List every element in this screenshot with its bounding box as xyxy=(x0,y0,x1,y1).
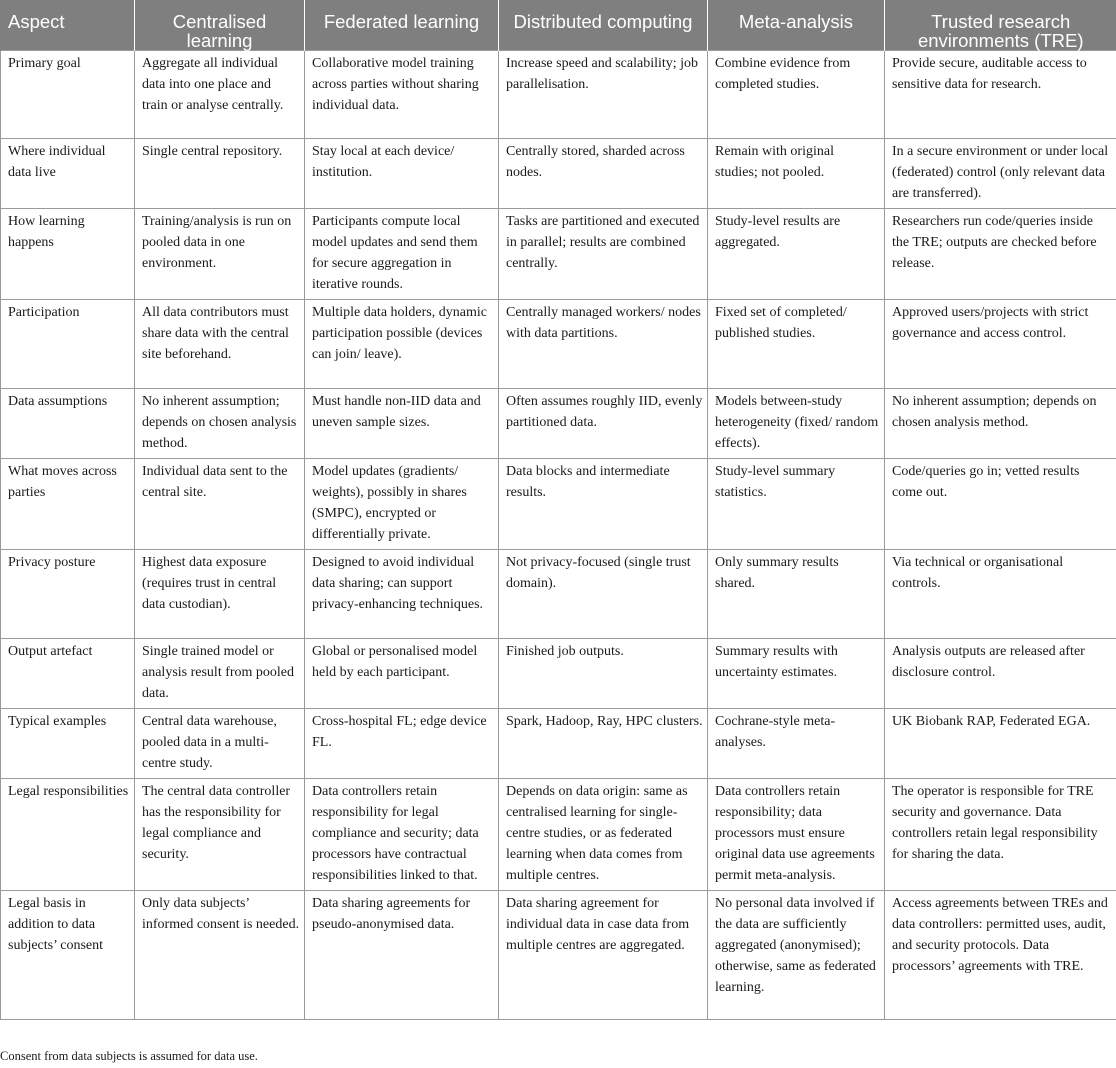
header-cell: Centralised learning xyxy=(135,0,305,51)
table-cell: Code/queries go in; vetted results come out. xyxy=(885,459,1116,550)
table-cell: Remain with original studies; not pooled. xyxy=(708,139,885,209)
table-cell: UK Biobank RAP, Federated EGA. xyxy=(885,709,1116,779)
table-cell: Only data subjects’ informed consent is needed. xyxy=(135,891,305,1020)
table-cell: Not privacy-focused (single trust domain). xyxy=(499,550,708,639)
table-cell: Data sharing agreements for pseudo-anonymised data. xyxy=(305,891,499,1020)
table-cell: Aggregate all individual data into one place and train or analyse centrally. xyxy=(135,51,305,139)
table-header xyxy=(1,0,1116,51)
table-cell: Cross-hospital FL; edge device FL. xyxy=(305,709,499,779)
table-row xyxy=(1,891,1116,1020)
table-cell: Researchers run code/queries inside the TRE; outputs are checked before release. xyxy=(885,209,1116,300)
table-cell: Global or personalised model held by each participant. xyxy=(305,639,499,709)
aspect-cell: Data assumptions xyxy=(1,389,135,459)
table-cell: Finished job outputs. xyxy=(499,639,708,709)
table-cell: Individual data sent to the central site. xyxy=(135,459,305,550)
table-cell: Stay local at each device/ institution. xyxy=(305,139,499,209)
table-cell: Centrally stored, sharded across nodes. xyxy=(499,139,708,209)
table-cell: Increase speed and scalability; job parallelisation. xyxy=(499,51,708,139)
table-cell: Spark, Hadoop, Ray, HPC clusters. xyxy=(499,709,708,779)
table-cell: In a secure environment or under local (federated) control (only relevant data are transferred). xyxy=(885,139,1116,209)
header-cell: Meta-analysis xyxy=(708,0,885,51)
table-cell: No personal data involved if the data are sufficiently aggregated (anonymised); otherwise, same as federated learning. xyxy=(708,891,885,1020)
table-cell: Centrally managed workers/ nodes with data partitions. xyxy=(499,300,708,389)
header-cell: Aspect xyxy=(1,0,135,51)
aspect-cell: Primary goal xyxy=(1,51,135,139)
table-cell: Single trained model or analysis result from pooled data. xyxy=(135,639,305,709)
aspect-cell: Where individual data live xyxy=(1,139,135,209)
table-cell: Study-level summary statistics. xyxy=(708,459,885,550)
table-row xyxy=(1,639,1116,709)
table-cell: Training/analysis is run on pooled data in one environment. xyxy=(135,209,305,300)
table-cell: All data contributors must share data with the central site beforehand. xyxy=(135,300,305,389)
header-cell: Trusted research environments (TRE) xyxy=(885,0,1116,51)
table-row xyxy=(1,51,1116,139)
table-row xyxy=(1,550,1116,639)
header-cell: Federated learning xyxy=(305,0,499,51)
table-cell: Data blocks and intermediate results. xyxy=(499,459,708,550)
aspect-cell: Output artefact xyxy=(1,639,135,709)
aspect-cell: What moves across parties xyxy=(1,459,135,550)
table-cell: Approved users/projects with strict governance and access control. xyxy=(885,300,1116,389)
header-row xyxy=(1,0,1116,51)
table-row xyxy=(1,389,1116,459)
table-cell: Depends on data origin: same as centralised learning for single-centre studies, or as federated learning when data comes from multiple centres. xyxy=(499,779,708,891)
table-cell: Access agreements between TREs and data controllers: permitted uses, audit, and security protocols. Data processors’ agreements with TRE. xyxy=(885,891,1116,1020)
table-cell: The central data controller has the responsibility for legal compliance and security. xyxy=(135,779,305,891)
table-row xyxy=(1,300,1116,389)
table-cell: Collaborative model training across parties without sharing individual data. xyxy=(305,51,499,139)
table-cell: Analysis outputs are released after disclosure control. xyxy=(885,639,1116,709)
aspect-cell: Legal responsibilities xyxy=(1,779,135,891)
table-cell: Central data warehouse, pooled data in a multi-centre study. xyxy=(135,709,305,779)
table-cell: Participants compute local model updates and send them for secure aggregation in iterative rounds. xyxy=(305,209,499,300)
aspect-cell: Typical examples xyxy=(1,709,135,779)
table-cell: Fixed set of completed/ published studies. xyxy=(708,300,885,389)
table-cell: Data controllers retain responsibility; data processors must ensure original data use agreements permit meta-analysis. xyxy=(708,779,885,891)
header-cell: Distributed computing xyxy=(499,0,708,51)
table-cell: Combine evidence from completed studies. xyxy=(708,51,885,139)
table-cell: Models between-study heterogeneity (fixed/ random effects). xyxy=(708,389,885,459)
table-cell: Must handle non-IID data and uneven sample sizes. xyxy=(305,389,499,459)
table-cell: Designed to avoid individual data sharing; can support privacy-enhancing techniques. xyxy=(305,550,499,639)
table-cell: Tasks are partitioned and executed in parallel; results are combined centrally. xyxy=(499,209,708,300)
table-footnote: Consent from data subjects is assumed for data use. xyxy=(0,1049,258,1063)
table-cell: Summary results with uncertainty estimates. xyxy=(708,639,885,709)
table-cell: Only summary results shared. xyxy=(708,550,885,639)
table-cell: Multiple data holders, dynamic participation possible (devices can join/ leave). xyxy=(305,300,499,389)
table-cell: No inherent assumption; depends on chosen analysis method. xyxy=(135,389,305,459)
table-cell: Data controllers retain responsibility for legal compliance and security; data processors have contractual responsibilities linked to that. xyxy=(305,779,499,891)
aspect-cell: How learning happens xyxy=(1,209,135,300)
aspect-cell: Privacy posture xyxy=(1,550,135,639)
table-cell: Via technical or organisational controls. xyxy=(885,550,1116,639)
table-cell: The operator is responsible for TRE security and governance. Data controllers retain legal responsibility for sharing the data. xyxy=(885,779,1116,891)
table-row xyxy=(1,139,1116,209)
table-cell: Single central repository. xyxy=(135,139,305,209)
aspect-cell: Legal basis in addition to data subjects’ consent xyxy=(1,891,135,1020)
aspect-cell: Participation xyxy=(1,300,135,389)
table-row xyxy=(1,709,1116,779)
table-row xyxy=(1,459,1116,550)
table-body xyxy=(1,51,1116,1020)
table-row xyxy=(1,779,1116,891)
table-cell: Study-level results are aggregated. xyxy=(708,209,885,300)
table-cell: Model updates (gradients/ weights), possibly in shares (SMPC), encrypted or differentially private. xyxy=(305,459,499,550)
table-cell: Data sharing agreement for individual data in case data from multiple centres are aggregated. xyxy=(499,891,708,1020)
table-cell: Cochrane-style meta-analyses. xyxy=(708,709,885,779)
table-row xyxy=(1,209,1116,300)
table-cell: Highest data exposure (requires trust in central data custodian). xyxy=(135,550,305,639)
table-cell: No inherent assumption; depends on chosen analysis method. xyxy=(885,389,1116,459)
table-cell: Provide secure, auditable access to sensitive data for research. xyxy=(885,51,1116,139)
table-cell: Often assumes roughly IID, evenly partitioned data. xyxy=(499,389,708,459)
